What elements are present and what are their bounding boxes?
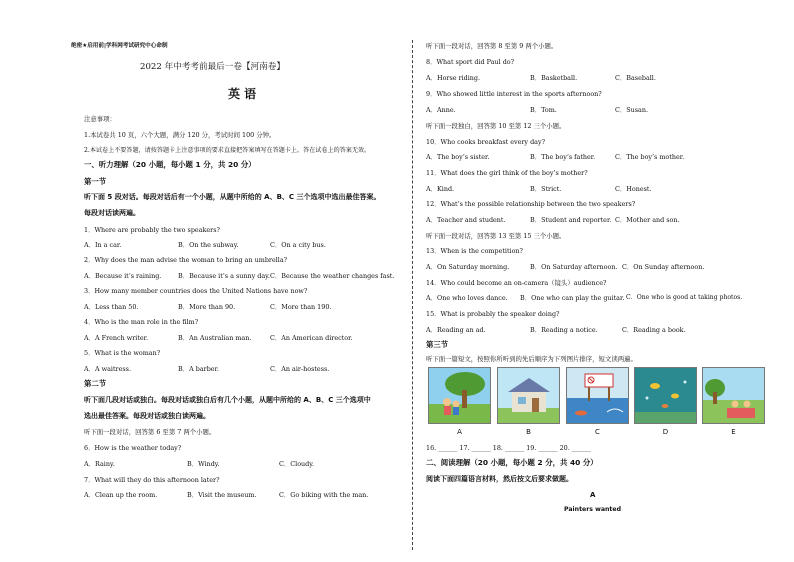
q6-option-c: C．Cloudy. xyxy=(279,460,315,468)
q9-option-b: B．Tom. xyxy=(530,106,557,114)
picture-e xyxy=(702,367,765,424)
picture-d xyxy=(634,367,697,424)
dialogue-6-7-intro: 听下面一段对话，回答第 6 至第 7 两个小题。 xyxy=(84,428,216,436)
q4-option-a: A．A French writer. xyxy=(84,334,149,342)
question-6: 6．How is the weather today? xyxy=(84,444,182,452)
question-2: 2．Why does the man advise the woman to bring an umbrella? xyxy=(84,256,288,264)
q4-option-b: B．An Australian man. xyxy=(178,334,252,342)
q5-option-c: C．An air-hostess. xyxy=(270,365,330,373)
q2-option-c: C．Because the weather changes fast. xyxy=(270,272,395,280)
kids-tree-illustration xyxy=(429,368,491,424)
part2-heading: 二、阅读理解（20 小题，每小题 2 分，共 40 分） xyxy=(426,458,598,467)
q14-option-a: A．One who loves dance. xyxy=(426,294,508,302)
dialogue-8-9-intro: 听下面一段对话，回答第 8 至第 9 两个小题。 xyxy=(426,42,558,50)
q10-option-c: C．The boy’s mother. xyxy=(615,153,685,161)
dialogue-13-15-intro: 听下面一段对话，回答第 13 至第 15 三个小题。 xyxy=(426,232,566,240)
dialogue-10-12-intro: 听下面一段独白，回答第 10 至第 12 三个小题。 xyxy=(426,122,566,130)
passage-letter: A xyxy=(590,491,596,499)
picture-label-b: B xyxy=(526,428,531,436)
note-1: 1.本试卷共 10 页，六个大题，满分 120 分，考试时间 100 分钟。 xyxy=(84,131,276,139)
notes-heading: 注意事项： xyxy=(84,115,116,123)
question-13: 13．When is the competition? xyxy=(426,247,523,255)
house-illustration xyxy=(498,368,560,424)
q11-option-c: C．Honest. xyxy=(615,185,652,193)
q9-option-c: C．Susan. xyxy=(615,106,649,114)
section3-instruction: 听下面一篇短文，按照你所听到的先后顺序为下列图片排序，短文读两遍。 xyxy=(426,355,637,363)
part2-instruction: 阅读下面四篇语言材料，然后按文后要求做题。 xyxy=(426,475,573,483)
question-12: 12．What’s the possible relationship between the two speakers? xyxy=(426,200,636,208)
section3-heading: 第三节 xyxy=(426,340,449,349)
q13-option-a: A．On Saturday morning. xyxy=(426,263,510,271)
note-2: 2.本试卷上不要答题，请按答题卡上注意事项的要求直接把答案填写在答题卡上。答在试卷上的答案无效。 xyxy=(84,147,371,154)
section2-heading: 第二节 xyxy=(84,379,107,388)
part1-heading: 一、听力理解（20 小题，每小题 1 分，共 20 分） xyxy=(84,160,256,169)
picture-label-e: E xyxy=(731,428,736,436)
q10-option-b: B．The boy’s father. xyxy=(530,153,596,161)
q3-option-b: B．More than 90. xyxy=(178,303,236,311)
q1-option-b: B．On the subway. xyxy=(178,241,239,249)
question-4: 4．Who is the man role in the film? xyxy=(84,318,199,326)
q8-option-c: C．Baseball. xyxy=(615,74,656,82)
q8-option-b: B．Basketball. xyxy=(530,74,578,82)
q5-option-a: A．A waitress. xyxy=(84,365,131,373)
q11-option-a: A．Kind. xyxy=(426,185,455,193)
q6-option-a: A．Rainy. xyxy=(84,460,115,468)
q7-option-a: A．Clean up the room. xyxy=(84,491,158,499)
q7-option-b: B．Visit the museum. xyxy=(187,491,257,499)
question-7: 7．What will they do this afternoon later? xyxy=(84,476,220,484)
picture-b xyxy=(497,367,560,424)
question-3: 3．How many member countries does the United Nations have now? xyxy=(84,287,308,295)
subject-title: 英 语 xyxy=(228,87,257,101)
column-divider xyxy=(412,40,413,550)
exam-title: 2022 年中考考前最后一卷【河南卷】 xyxy=(140,62,285,72)
question-8: 8．What sport did Paul do? xyxy=(426,58,515,66)
question-1: 1．Where are probably the two speakers? xyxy=(84,226,220,234)
question-5: 5．What is the woman? xyxy=(84,349,161,357)
q15-option-a: A．Reading an ad. xyxy=(426,326,486,334)
q3-option-a: A．Less than 50. xyxy=(84,303,139,311)
section2-instruction-2: 选出最佳答案。每段对话或独白读两遍。 xyxy=(84,412,210,420)
q2-option-a: A．Because it’s raining. xyxy=(84,272,162,280)
q1-option-c: C．On a city bus. xyxy=(270,241,326,249)
q12-option-b: B．Student and reporter. xyxy=(530,216,612,224)
answer-blanks-16-20: 16. ______ 17. ______ 18. ______ 19. ______ 20. ______ xyxy=(426,444,591,452)
q1-option-a: A．In a car. xyxy=(84,241,122,249)
q12-option-c: C．Mother and son. xyxy=(615,216,680,224)
passage-title: Painters wanted xyxy=(564,506,621,513)
picture-c xyxy=(566,367,629,424)
q14-option-c: C．One who is good at taking photos. xyxy=(626,294,743,301)
picture-a xyxy=(428,367,491,424)
q13-option-b: B．On Saturday afternoon. xyxy=(530,263,618,271)
lake-sign-illustration xyxy=(567,368,629,424)
question-11: 11．What does the girl think of the boy’s mother? xyxy=(426,169,588,177)
q12-option-a: A．Teacher and student. xyxy=(426,216,506,224)
picnic-illustration xyxy=(703,368,765,424)
picture-label-d: D xyxy=(662,428,669,436)
q15-option-b: B．Reading a notice. xyxy=(530,326,598,334)
question-10: 10．Who cooks breakfast every day? xyxy=(426,138,546,146)
q3-option-c: C．More than 190. xyxy=(270,303,332,311)
q7-option-c: C．Go biking with the man. xyxy=(279,491,369,499)
q8-option-a: A．Horse riding. xyxy=(426,74,481,82)
picture-label-a: A xyxy=(457,428,462,436)
question-15: 15．What is probably the speaker doing? xyxy=(426,310,560,318)
underwater-illustration xyxy=(635,368,697,424)
q13-option-c: C．On Sunday afternoon. xyxy=(622,263,705,271)
secret-line: 绝密★启用前|学科网考试研究中心命制 xyxy=(71,43,168,49)
section1-instruction: 听下面 5 段对话。每段对话后有一个小题，从题中所给的 A、B、C 三个选项中选出最佳答案。 xyxy=(84,193,381,201)
picture-label-c: C xyxy=(595,428,600,436)
question-14: 14．Who could become an on-camera（镜头）audience? xyxy=(426,279,607,287)
q5-option-b: B．A barber. xyxy=(178,365,219,373)
q6-option-b: B．Windy. xyxy=(187,460,220,468)
q2-option-b: B．Because it’s a sunny day. xyxy=(178,272,270,280)
section2-instruction: 听下面几段对话或独白。每段对话或独白后有几个小题，从题中所给的 A、B、C 三个选项中 xyxy=(84,396,371,404)
q14-option-b: B．One who can play the guitar. xyxy=(520,294,625,302)
q9-option-a: A．Anne. xyxy=(426,106,456,114)
q10-option-a: A．The boy’s sister. xyxy=(426,153,490,161)
section1-instruction-2: 每段对话读两遍。 xyxy=(84,209,140,217)
q11-option-b: B．Strict. xyxy=(530,185,562,193)
section1-heading: 第一节 xyxy=(84,177,107,186)
question-9: 9．Who showed little interest in the sports afternoon? xyxy=(426,90,602,98)
q4-option-c: C．An American director. xyxy=(270,334,353,342)
q15-option-c: C．Reading a book. xyxy=(622,326,686,334)
